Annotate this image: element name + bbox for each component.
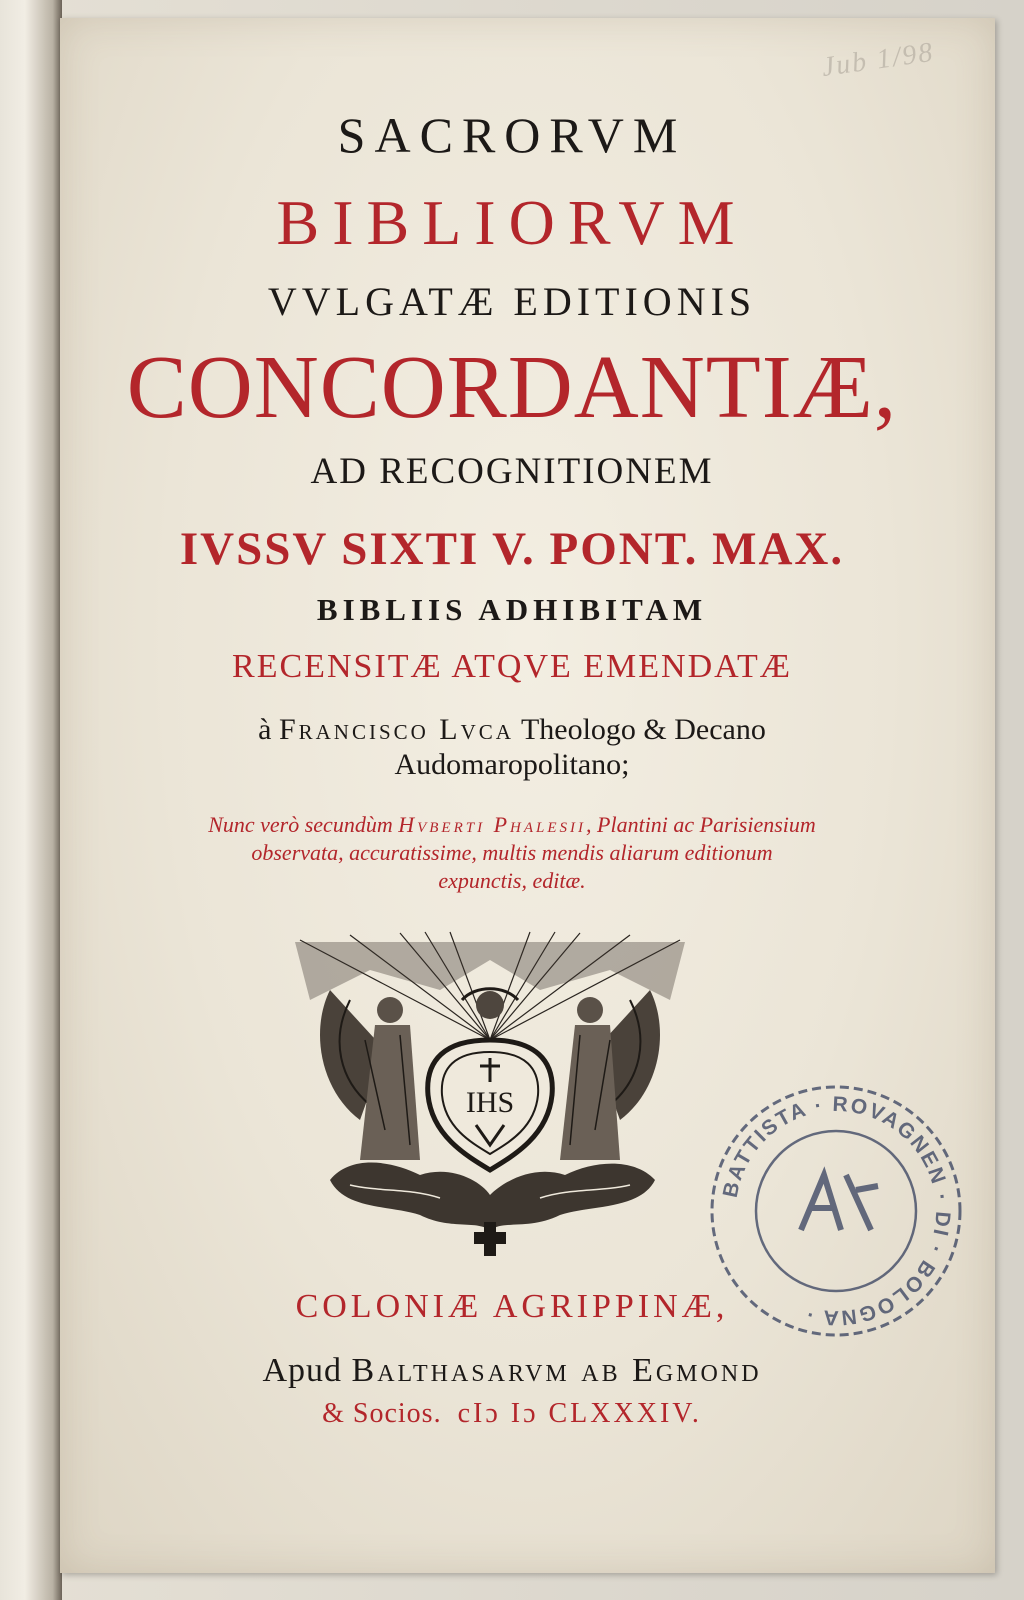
pencil-note: Jub 1/98 [819, 36, 937, 84]
imprint-socios: & Socios. [322, 1398, 442, 1429]
cross-pendant [474, 1222, 506, 1256]
jesuit-emblem-woodcut [290, 930, 690, 1260]
author-place-line: Audomaropolitano; [394, 748, 630, 781]
imprint-apud: Apud [262, 1352, 352, 1389]
title-line-recensitae: RECENSITÆ ATQVE EMENDATÆ [232, 648, 792, 685]
cherub-head [462, 989, 518, 1019]
title-line-bibliis: BIBLIIS ADHIBITAM [316, 592, 708, 627]
ihs-monogram: IHS [465, 1086, 515, 1119]
stamp-text: BATTISTA · ROVAGNEN · DI · BOLOGNA · [718, 1092, 955, 1330]
imprint-printer-line [0, 1352, 1024, 1390]
title-line-ad-recognitionem: AD RECOGNITIONEM [310, 451, 714, 492]
right-angel [560, 990, 660, 1160]
title-line-bibliorum: BIBLIORVM [276, 187, 748, 258]
edition-note-prefix: Nunc verò secundùm [208, 812, 399, 837]
left-angel [320, 990, 420, 1160]
imprint-date-line [0, 1398, 1024, 1430]
author-prefix: à [258, 713, 279, 746]
imprint-date: cIɔ Iɔ CLXXXIV. [457, 1398, 702, 1429]
title-line-sacrorum: SACRORVM [337, 107, 687, 163]
title-line-vulgatae: VVLGATÆ EDITIONIS [267, 279, 757, 324]
edition-note-line-2: observata, accuratissime, multis mendis aliarum editionum [251, 840, 773, 865]
title-line-concordantiae: CONCORDANTIÆ, [126, 338, 898, 437]
stamp-monogram [801, 1175, 878, 1230]
imprint-place: COLONIÆ AGRIPPINÆ, [295, 1288, 729, 1325]
edition-note-line-1 [0, 812, 1024, 838]
author-title: Theologo & Decano [513, 713, 766, 746]
edition-note-rest: , Plantini ac Parisiensium [586, 812, 816, 837]
author-name: Francisco Lvca [278, 713, 514, 746]
clouds [330, 1163, 655, 1231]
edition-note-line-3: expunctis, editæ. [438, 868, 586, 893]
title-line-iussu-sixti: IVSSV SIXTI V. PONT. MAX. [179, 523, 845, 575]
printer-name: Balthasarvm ab Egmond [351, 1352, 762, 1389]
author-line [0, 713, 1024, 747]
editor-name: Hvberti Phalesii [398, 812, 587, 837]
